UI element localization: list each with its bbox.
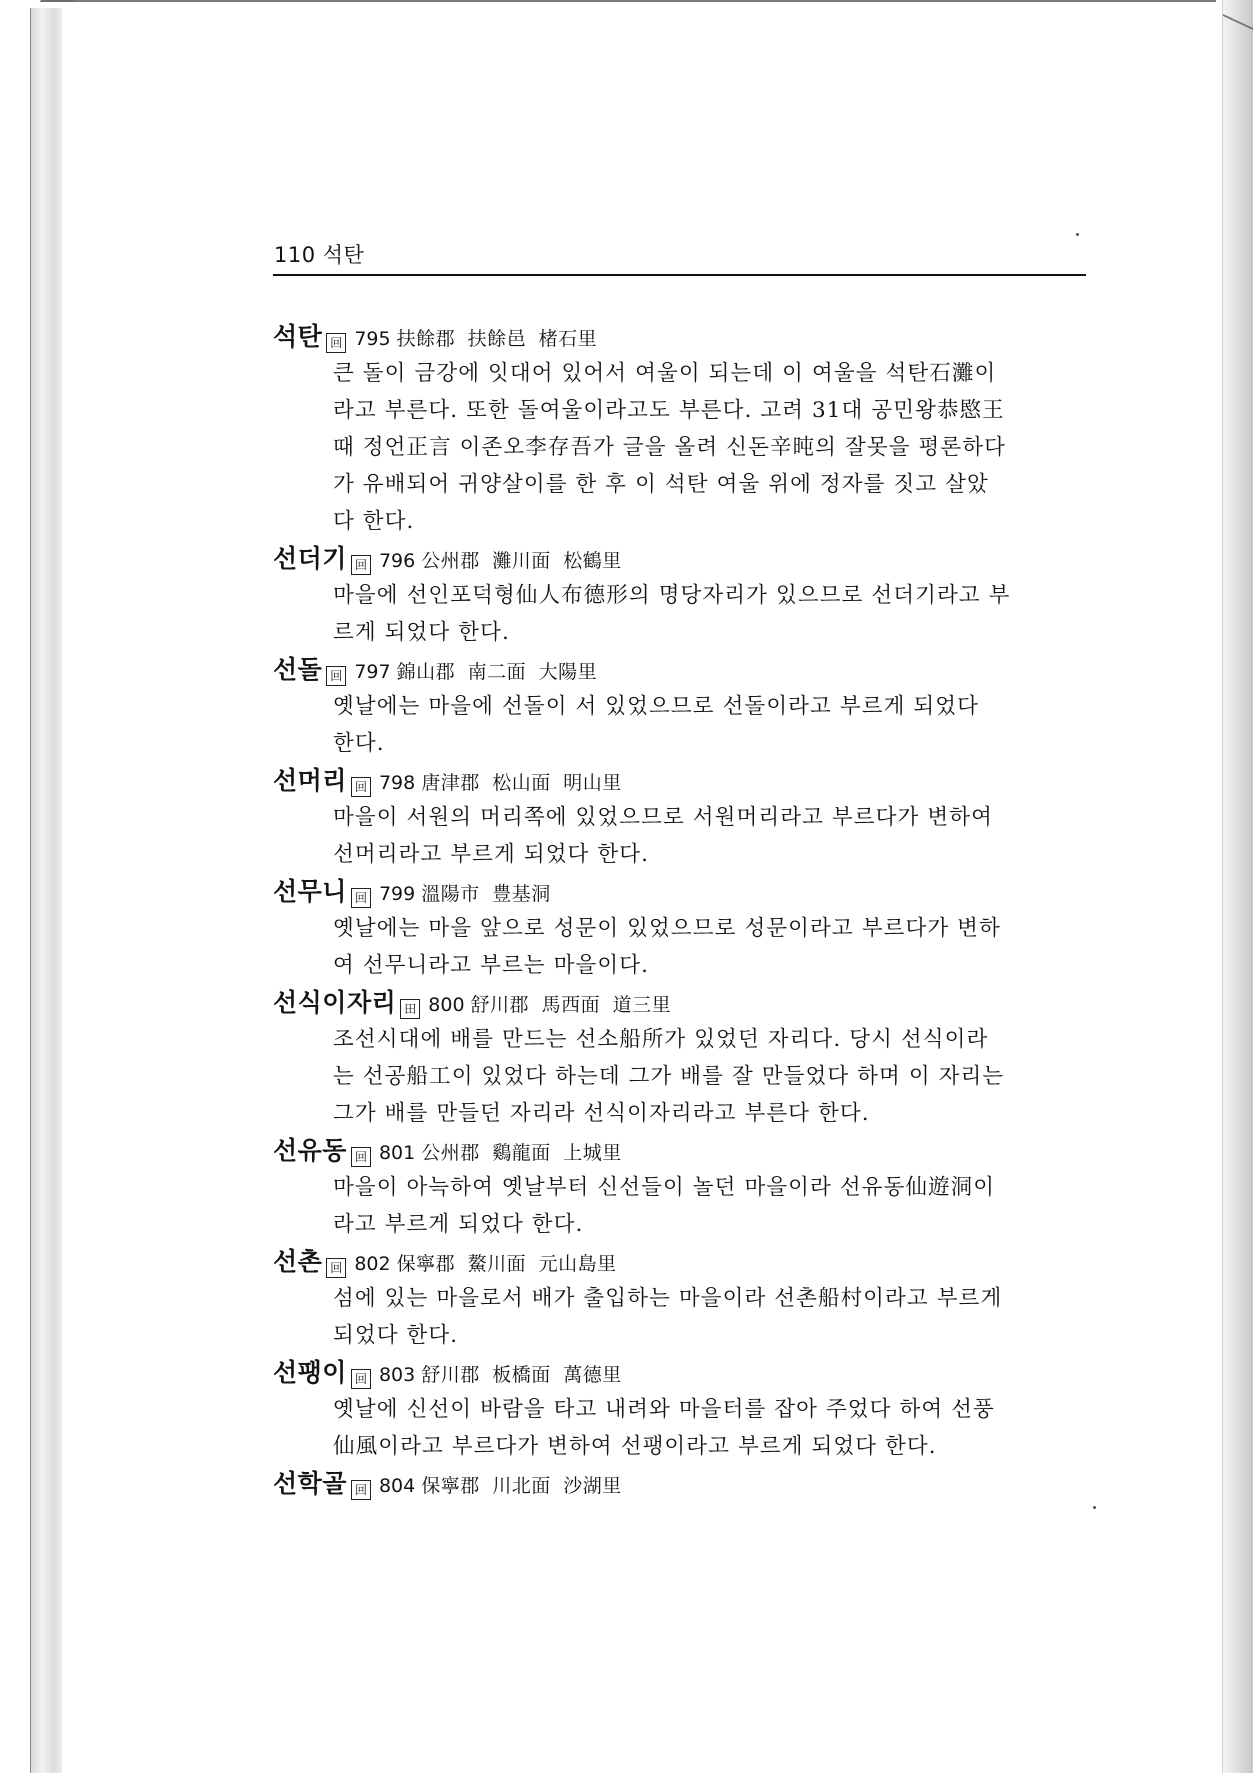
entry-type-mark: 回 [351, 1369, 371, 1389]
entry-heading [273, 873, 1093, 910]
entry-body-line: 조선시대에 배를 만드는 선소船所가 있었던 자리다. 당시 선식이라 [333, 1027, 989, 1052]
entry-location: 溫陽市 豊基洞 [421, 883, 551, 905]
page-number-header: 110 석탄 [274, 243, 365, 267]
entry-heading [273, 651, 1093, 688]
entry-number: 804 [378, 1475, 416, 1497]
book-right-edge [1222, 0, 1253, 1773]
entry-body-line: 가 유배되어 귀양살이를 한 후 이 석탄 여울 위에 정자를 짓고 살았 [333, 472, 989, 497]
entry-number: 802 [354, 1253, 391, 1275]
scan-speck [1076, 233, 1079, 236]
entry-list [273, 318, 1093, 1502]
entry-type-mark: 回 [351, 888, 371, 908]
entry-body-line: 마을이 아늑하여 옛날부터 신선들이 놀던 마을이라 선유동仙遊洞이 [333, 1175, 996, 1200]
entry-number: 795 [354, 328, 391, 350]
entry-body-line: 섬에 있는 마을로서 배가 출입하는 마을이라 선촌船村이라고 부르게 [333, 1286, 1003, 1311]
entry-body-line: 옛날에는 마을에 선돌이 서 있었으므로 선돌이라고 부르게 되었다 [333, 694, 980, 719]
entry-type-mark: 田 [400, 999, 420, 1019]
entry [273, 651, 1093, 762]
entry [273, 1354, 1093, 1465]
entry [273, 1132, 1093, 1243]
book-left-edge [30, 8, 64, 1773]
entry-heading [273, 984, 1093, 1021]
entry-body-line: 라고 부르게 되었다 한다. [333, 1212, 584, 1237]
entry-body-line: 옛날에 신선이 바람을 타고 내려와 마을터를 잡아 주었다 하여 선풍 [333, 1397, 995, 1422]
entry-type-mark: 回 [351, 1147, 371, 1167]
entry [273, 762, 1093, 873]
scan-speck [1093, 1506, 1096, 1509]
entry-body-line: 여 선무니라고 부르는 마을이다. [333, 953, 650, 978]
entry-number: 798 [378, 772, 416, 794]
entry-title: 선학골 [273, 1469, 347, 1498]
entry-location: 公州郡 灘川面 松鶴里 [421, 550, 622, 572]
entry-heading [273, 1243, 1093, 1280]
entry-title: 선팽이 [273, 1358, 347, 1387]
entry-body-line: 仙風이라고 부르다가 변하여 선팽이라고 부르게 되었다 한다. [333, 1434, 937, 1459]
entry [273, 540, 1093, 651]
entry-location: 唐津郡 松山面 明山里 [421, 772, 622, 794]
entry-location: 保寧郡 川北面 沙湖里 [421, 1475, 622, 1497]
entry-number: 799 [378, 883, 416, 905]
entry-number: 800 [428, 994, 465, 1016]
entry-heading [273, 1132, 1093, 1169]
entry-title: 석탄 [273, 322, 323, 351]
entry-body-line: 마을이 서원의 머리쪽에 있었으므로 서원머리라고 부르다가 변하여 [333, 805, 993, 830]
entry-body-line: 는 선공船工이 있었다 하는데 그가 배를 잘 만들었다 하며 이 자리는 [333, 1064, 1005, 1089]
entry-heading [273, 762, 1093, 799]
entry-body-line: 한다. [333, 731, 385, 756]
entry [273, 984, 1093, 1132]
entry-title: 선촌 [273, 1247, 323, 1276]
entry-location: 公州郡 鷄龍面 上城里 [421, 1142, 622, 1164]
entry-title: 선더기 [273, 544, 347, 573]
entry-type-mark: 回 [351, 777, 371, 797]
entry-title: 선식이자리 [273, 988, 397, 1017]
entry-heading [273, 1465, 1093, 1502]
entry-location: 保寧郡 鰲川面 元山島里 [396, 1253, 617, 1275]
entry-title: 선돌 [273, 655, 323, 684]
entry-body-line: 옛날에는 마을 앞으로 성문이 있었으므로 성문이라고 부르다가 변하 [333, 916, 1001, 941]
entry-type-mark: 回 [351, 555, 371, 575]
entry-body-line: 마을에 선인포덕형仙人布德形의 명당자리가 있으므로 선더기라고 부 [333, 583, 1011, 608]
entry [273, 318, 1093, 540]
running-header [273, 236, 1086, 276]
entry [273, 1243, 1093, 1354]
entry-type-mark: 回 [326, 1258, 346, 1278]
entry-number: 797 [354, 661, 391, 683]
entry-location: 扶餘郡 扶餘邑 楮石里 [396, 328, 598, 350]
entry-location: 舒川郡 板橋面 萬德里 [421, 1364, 622, 1386]
entry-number: 803 [378, 1364, 416, 1386]
entry [273, 873, 1093, 984]
entry-type-mark: 回 [351, 1480, 371, 1500]
entry-title: 선유동 [273, 1136, 347, 1165]
entry-type-mark: 回 [326, 333, 346, 353]
entry-body-line: 다 한다. [333, 509, 415, 534]
entry-body-line: 되었다 한다. [333, 1323, 459, 1348]
entry-type-mark: 回 [326, 666, 346, 686]
entry-number: 796 [378, 550, 416, 572]
entry-body-line: 큰 돌이 금강에 잇대어 있어서 여울이 되는데 이 여울을 석탄石灘이 [333, 361, 997, 386]
entry-heading [273, 540, 1093, 577]
entry-body-line: 르게 되었다 한다. [333, 620, 510, 645]
entry-body-line: 그가 배를 만들던 자리라 선식이자리라고 부른다 한다. [333, 1101, 870, 1126]
entry-body-line: 때 정언正言 이존오李存吾가 글을 올려 신돈辛旽의 잘못을 평론하다 [333, 435, 1006, 460]
entry-title: 선무니 [273, 877, 347, 906]
entry-title: 선머리 [273, 766, 347, 795]
entry-body-line: 라고 부른다. 또한 돌여울이라고도 부른다. 고려 31대 공민왕恭愍王 [333, 398, 1005, 423]
entry-body-line: 선머리라고 부르게 되었다 한다. [333, 842, 650, 867]
entry-number: 801 [378, 1142, 416, 1164]
entry-heading [273, 318, 1093, 355]
entry-heading [273, 1354, 1093, 1391]
entry [273, 1465, 1093, 1502]
entry-location: 錦山郡 南二面 大陽里 [396, 661, 598, 683]
entry-location: 舒川郡 馬西面 道三里 [470, 994, 672, 1016]
